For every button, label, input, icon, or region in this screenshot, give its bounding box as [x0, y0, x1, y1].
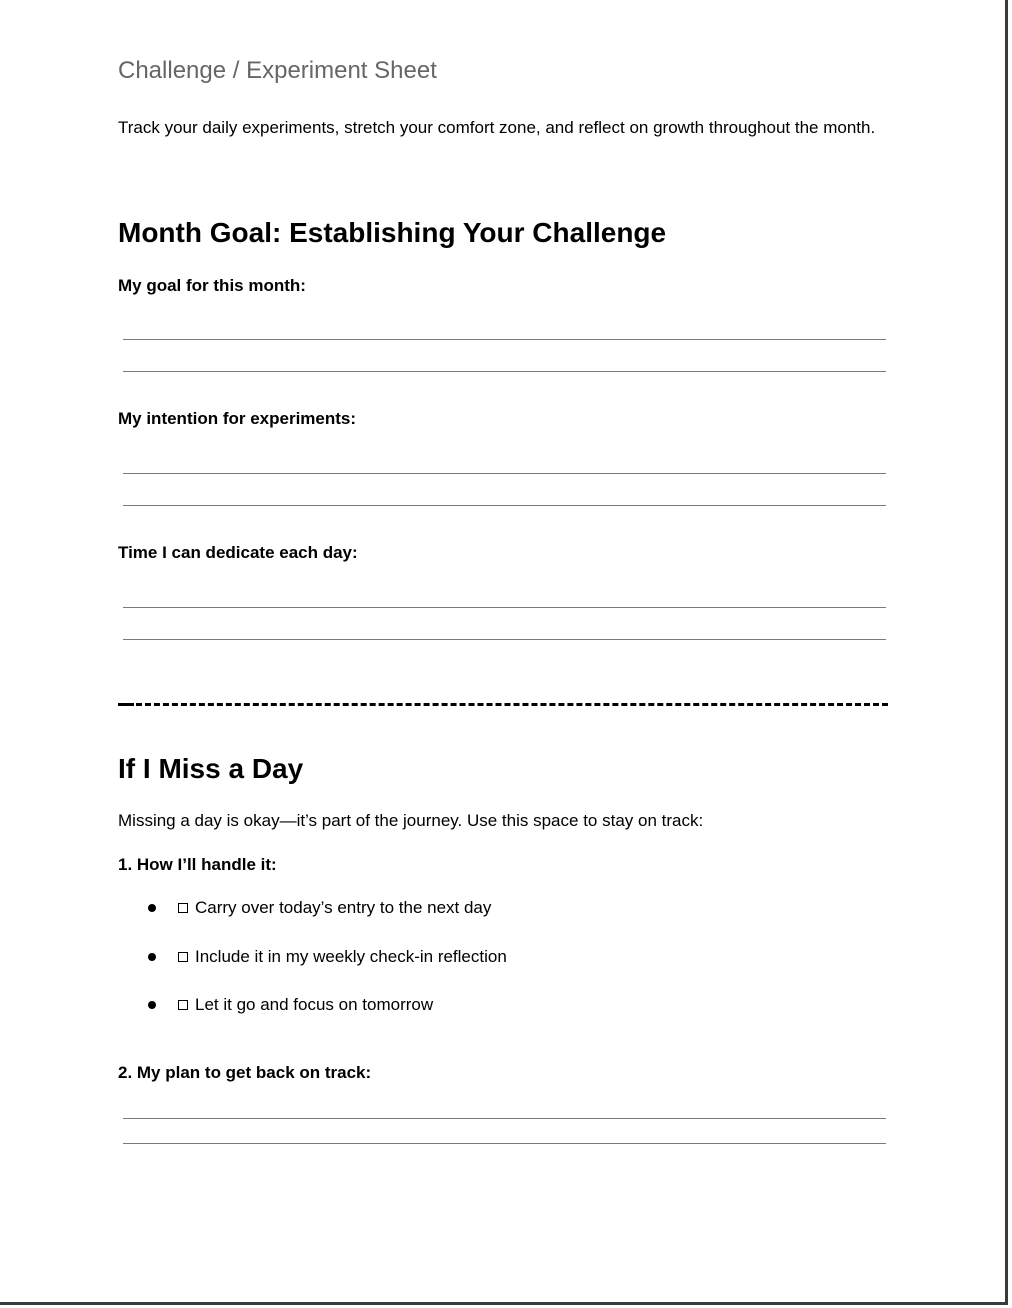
- bullet-icon: [148, 953, 156, 961]
- option-label: Carry over today’s entry to the next day: [195, 898, 492, 917]
- month-goal-heading: Month Goal: Establishing Your Challenge: [118, 217, 667, 248]
- plan-line-2[interactable]: [123, 1143, 886, 1144]
- bullet-icon: [148, 904, 156, 912]
- intro-text: Track your daily experiments, stretch your comfort zone, and reflect on growth throughout the month.: [118, 118, 876, 137]
- checkbox-icon[interactable]: [178, 903, 188, 913]
- checkbox-icon[interactable]: [178, 952, 188, 962]
- plan-label: 2. My plan to get back on track:: [118, 1063, 372, 1082]
- option-label: Let it go and focus on tomorrow: [195, 995, 434, 1014]
- section-divider: [118, 703, 888, 706]
- time-label: Time I can dedicate each day:: [118, 543, 358, 562]
- option-row-let-go: [148, 994, 433, 1016]
- checkbox-icon[interactable]: [178, 1000, 188, 1010]
- intention-line-1[interactable]: [123, 473, 886, 474]
- goal-label: My goal for this month:: [118, 276, 306, 295]
- bullet-icon: [148, 1001, 156, 1009]
- time-line-1[interactable]: [123, 607, 886, 608]
- goal-line-1[interactable]: [123, 339, 886, 340]
- intention-line-2[interactable]: [123, 505, 886, 506]
- document-title: Challenge / Experiment Sheet: [118, 57, 437, 84]
- option-row-carry-over: [148, 897, 491, 919]
- goal-line-2[interactable]: [123, 371, 886, 372]
- time-line-2[interactable]: [123, 639, 886, 640]
- option-row-include-reflection: [148, 946, 507, 968]
- missed-day-heading: If I Miss a Day: [118, 753, 304, 784]
- handle-label: 1. How I’ll handle it:: [118, 855, 277, 874]
- missed-day-intro: Missing a day is okay—it’s part of the journey. Use this space to stay on track:: [118, 811, 704, 830]
- intention-label: My intention for experiments:: [118, 409, 357, 428]
- option-label: Include it in my weekly check-in reflection: [195, 947, 507, 966]
- plan-line-1[interactable]: [123, 1118, 886, 1119]
